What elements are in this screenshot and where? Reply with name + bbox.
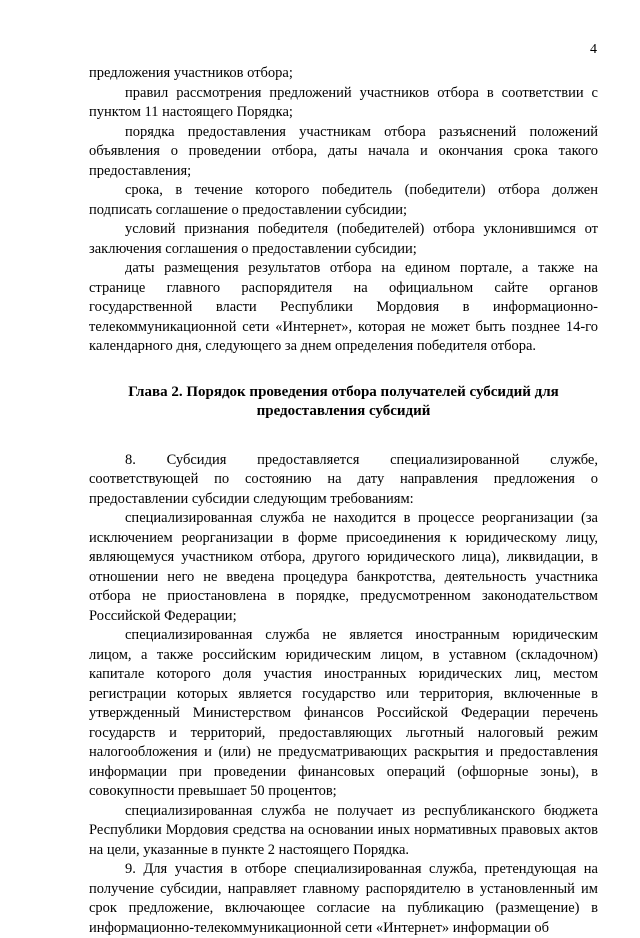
paragraph: правил рассмотрения предложений участников отбора в соответствии с пунктом 11 настоящего Порядка; xyxy=(89,84,598,120)
paragraph: специализированная служба не находится в процессе реорганизации (за исключением реорганизации в форме присоединения к юридическому лицу, являющемуся участником отбора, другого юридического лица), ликвидации, в отношении него не введена процедура банкротства, деятельность участника отбора не приостановлена в порядке, предусмотренном законодательством Российской Федерации; xyxy=(89,510,598,624)
page-number: 4 xyxy=(590,42,597,57)
paragraph: срока, в течение которого победитель (победители) отбора должен подписать соглашение о предоставлении субсидии; xyxy=(89,182,598,218)
paragraph: порядка предоставления участникам отбора разъяснений положений объявления о проведении отбора, даты начала и окончания срока такого предоставления; xyxy=(89,123,598,179)
paragraph: 8. Субсидия предоставляется специализированной службе, соответствующей по состоянию на дату направления предложения о предоставлении субсидии следующим требованиям: xyxy=(89,451,598,507)
chapter-heading: Глава 2. Порядок проведения отбора получателей субсидий для предоставления субсидий xyxy=(128,383,559,419)
paragraph: условий признания победителя (победителей) отбора уклонившимся от заключения соглашения о предоставлении субсидии; xyxy=(89,221,598,257)
paragraph: специализированная служба не получает из республиканского бюджета Республики Мордовия средства на основании иных нормативных правовых актов на цели, указанные в пункте 2 настоящего Порядка. xyxy=(89,802,598,858)
page-content xyxy=(89,64,598,938)
paragraph: даты размещения результатов отбора на едином портале, а также на странице главного распорядителя на официальном сайте органов государственной власти Республики Мордовия в информационно-телекоммуникационной сети «Интернет», которая не может быть позднее 14-го календарного дня, следующего за днем определения победителя отбора. xyxy=(89,260,598,354)
paragraph: 9. Для участия в отборе специализированная служба, претендующая на получение субсидии, направляет главному распорядителю в установленный им срок предложение, включающее согласие на публикацию (размещение) в информационно-телекоммуникационной сети «Интернет» информации об xyxy=(89,861,598,936)
paragraph: специализированная служба не является иностранным юридическим лицом, а также российским юридическим лицом, в уставном (складочном) капитале которого доля участия иностранных юридических лиц, местом регистрации которых является государство или территория, включенные в утвержденный Министерством финансов Российской Федерации перечень государств и территорий, предоставляющих льготный налоговый режим налогообложения и (или) не предусматривающих раскрытия и предоставления информации при проведении финансовых операций (офшорные зоны), в совокупности превышает 50 процентов; xyxy=(89,627,598,799)
paragraph: предложения участников отбора; xyxy=(89,65,293,81)
